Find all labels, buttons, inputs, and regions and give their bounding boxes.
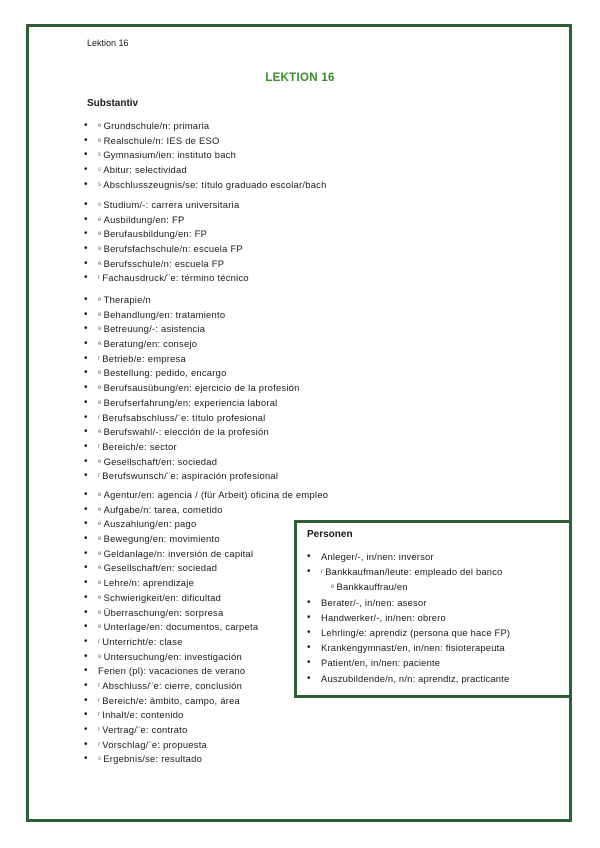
vocab-text: Aufgabe/n: tarea, cometido	[103, 503, 223, 515]
article-marker: r	[98, 682, 101, 689]
vocab-text: Berater/-, in/nen: asesor	[321, 596, 427, 608]
article-marker: e	[98, 216, 102, 223]
vocab-text: Fachausdruck/¨e: término técnico	[102, 272, 249, 284]
article-marker: e	[98, 458, 102, 465]
personen-list	[307, 549, 567, 686]
header-label: Lektion 16	[87, 38, 129, 48]
vocab-text: Auszubildende/n, n/n: aprendiz, practicante	[321, 672, 510, 684]
vocab-item	[82, 322, 382, 337]
vocab-text: Gesellschaft/en: sociedad	[103, 455, 218, 467]
vocab-group-work	[82, 293, 382, 484]
vocab-text: Inhalt/e: contenido	[102, 709, 184, 721]
article-marker: e	[98, 399, 102, 406]
vocab-item	[307, 549, 567, 564]
vocab-text: Agentur/en: agencia / (für Arbeit) oficina de empleo	[103, 489, 329, 500]
vocab-text: Bankkauffrau/en	[336, 581, 408, 593]
vocab-text: Realschule/n: IES de ESO	[103, 134, 220, 146]
vocab-item	[82, 440, 382, 455]
vocab-text: Berufsfachschule/n: escuela FP	[103, 243, 243, 255]
vocab-text: Ferien (pl): vacaciones de verano	[98, 665, 246, 677]
article-marker: e	[98, 550, 102, 557]
vocab-text: Untersuchung/en: investigación	[103, 650, 242, 662]
vocab-text: Berufsabschluss/¨e: título profesional	[102, 411, 266, 423]
article-marker: e	[98, 385, 102, 392]
article-marker: e	[98, 297, 102, 303]
article-marker: e	[98, 123, 102, 129]
vocab-item	[82, 752, 382, 767]
article-marker: r	[98, 355, 101, 362]
vocab-item	[82, 738, 382, 753]
vocab-text: Gymnasium/ien: instituto bach	[103, 149, 237, 161]
article-marker: s	[98, 181, 102, 188]
vocab-text: Abschlusszeugnis/se: título graduado escolar/bach	[103, 178, 327, 190]
vocab-item	[82, 469, 382, 484]
vocab-item	[82, 134, 382, 149]
vocab-item	[82, 503, 382, 518]
vocab-text: Berufsausübung/en: ejercicio de la profesión	[103, 382, 300, 394]
vocab-text: Bereich/e: sector	[102, 440, 177, 452]
vocab-text: Grundschule/n: primaria	[103, 120, 210, 131]
vocab-item	[82, 723, 382, 738]
vocab-text: Überraschung/en: sorpresa	[103, 606, 224, 618]
article-marker: r	[98, 638, 101, 645]
vocab-item	[307, 610, 567, 625]
section-heading: Substantiv	[87, 98, 139, 109]
vocab-text: Patient/en, in/nen: paciente	[321, 657, 441, 669]
article-marker: e	[98, 580, 102, 587]
vocab-text: Abitur: selectividad	[103, 164, 187, 176]
article-marker: r	[98, 473, 101, 480]
article-marker: e	[98, 429, 102, 436]
vocab-item	[82, 411, 382, 426]
vocab-text: Lehrling/e: aprendiz (persona que hace FP)	[321, 626, 511, 638]
article-marker: e	[98, 260, 102, 267]
vocab-text: Bankkaufman/leute: empleado del banco	[325, 566, 503, 578]
vocab-text: Berufausbildung/en: FP	[103, 228, 208, 240]
vocab-item	[307, 625, 567, 640]
vocab-text: Geldanlage/n: inversión de capital	[103, 547, 254, 559]
article-marker: e	[98, 521, 102, 528]
article-marker: e	[98, 492, 102, 498]
vocab-text: Beratung/en: consejo	[103, 338, 198, 350]
article-marker: s	[98, 202, 102, 208]
vocab-text: Anleger/-, in/nen: inversor	[321, 551, 434, 562]
article-marker: r	[98, 275, 101, 282]
vocab-item	[82, 488, 382, 503]
vocab-text: Abschluss/¨e: cierre, conclusión	[102, 679, 243, 691]
vocab-item	[82, 293, 382, 308]
article-marker: e	[98, 137, 102, 144]
vocab-text: Bewegung/en: movimiento	[103, 533, 220, 545]
vocab-text: Berufswahl/-: elección de la profesión	[103, 426, 269, 438]
vocab-item	[82, 271, 382, 286]
vocab-item	[82, 708, 382, 723]
article-marker: e	[98, 246, 102, 253]
vocab-item	[82, 455, 382, 470]
article-marker: r	[98, 727, 101, 733]
vocab-item	[82, 425, 382, 440]
article-marker: s	[98, 167, 102, 174]
article-marker: e	[98, 311, 102, 318]
vocab-text: Krankengymnast/en, in/nen: fisioterapeuta	[321, 642, 505, 654]
vocab-text: Ausbildung/en: FP	[103, 213, 185, 225]
vocab-text: Ergebnis/se: resultado	[103, 753, 203, 765]
vocab-item	[82, 178, 382, 193]
vocab-text: Bereich/e: ámbito, campo, área	[102, 694, 241, 706]
article-marker: e	[98, 341, 102, 348]
vocab-item	[82, 213, 382, 228]
article-marker: e	[98, 653, 102, 660]
vocab-text: Gesellschaft/en: sociedad	[103, 562, 218, 574]
vocab-text: Betrieb/e: empresa	[102, 352, 186, 364]
personen-box	[294, 520, 572, 698]
vocab-item	[307, 564, 567, 579]
article-marker: s	[98, 756, 102, 763]
article-marker: e	[98, 536, 102, 543]
vocab-item	[307, 640, 567, 655]
vocab-item	[82, 163, 382, 178]
vocab-text: Bestellung: pedido, encargo	[103, 367, 227, 379]
vocab-item	[82, 242, 382, 257]
vocab-text: Unterlage/en: documentos, carpeta	[103, 621, 259, 633]
personen-title: Personen	[307, 529, 353, 540]
vocab-text: Berufswunsch/¨e: aspiración profesional	[102, 470, 279, 482]
vocab-item	[307, 595, 567, 610]
vocab-item	[82, 381, 382, 396]
vocab-item	[82, 227, 382, 242]
article-marker: e	[98, 326, 102, 333]
vocab-text: Unterricht/e: clase	[102, 635, 183, 647]
vocab-item	[82, 257, 382, 272]
vocab-text: Therapie/n	[103, 294, 151, 305]
page-title: LEKTION 16	[265, 72, 335, 84]
vocab-item	[82, 396, 382, 411]
vocab-text: Schwierigkeit/en: dificultad	[103, 591, 222, 603]
vocab-group-schools	[82, 119, 382, 192]
article-marker: r	[98, 443, 101, 450]
article-marker: e	[98, 565, 102, 572]
article-marker: e	[98, 624, 102, 631]
article-marker: r	[98, 712, 101, 719]
article-marker: s	[98, 152, 102, 159]
vocab-item	[82, 198, 382, 213]
vocab-text: Lehre/n: aprendizaje	[103, 577, 195, 589]
vocab-item	[82, 119, 382, 134]
vocab-item	[82, 308, 382, 323]
vocab-item	[82, 337, 382, 352]
vocab-item	[307, 655, 567, 670]
vocab-text: Handwerker/-, in/nen: obrero	[321, 611, 446, 623]
vocab-item	[82, 148, 382, 163]
vocab-text: Berufserfahrung/en: experiencia laboral	[103, 396, 278, 408]
vocab-text: Vorschlag/¨e: propuesta	[102, 738, 208, 750]
article-marker: r	[98, 697, 101, 704]
article-marker: r	[321, 569, 324, 576]
article-marker: e	[98, 370, 102, 377]
vocab-group-training	[82, 198, 382, 286]
article-marker: r	[98, 741, 101, 748]
article-marker: e	[98, 506, 102, 513]
vocab-item	[82, 352, 382, 367]
vocab-text: Studium/-: carrera universitaria	[103, 199, 240, 210]
vocab-text: Behandlung/en: tratamiento	[103, 308, 226, 320]
article-marker: r	[98, 414, 101, 421]
vocab-item	[307, 579, 567, 594]
article-marker: e	[98, 609, 102, 616]
vocab-text: Vertrag/¨e: contrato	[102, 724, 188, 735]
vocab-text: Berufsschule/n: escuela FP	[103, 257, 225, 269]
article-marker: e	[98, 231, 102, 238]
article-marker: e	[98, 594, 102, 601]
vocab-text: Auszahlung/en: pago	[103, 518, 197, 530]
article-marker: e	[331, 584, 335, 591]
vocab-item	[307, 671, 567, 686]
vocab-text: Betreuung/-: asistencia	[103, 323, 206, 335]
vocab-item	[82, 366, 382, 381]
